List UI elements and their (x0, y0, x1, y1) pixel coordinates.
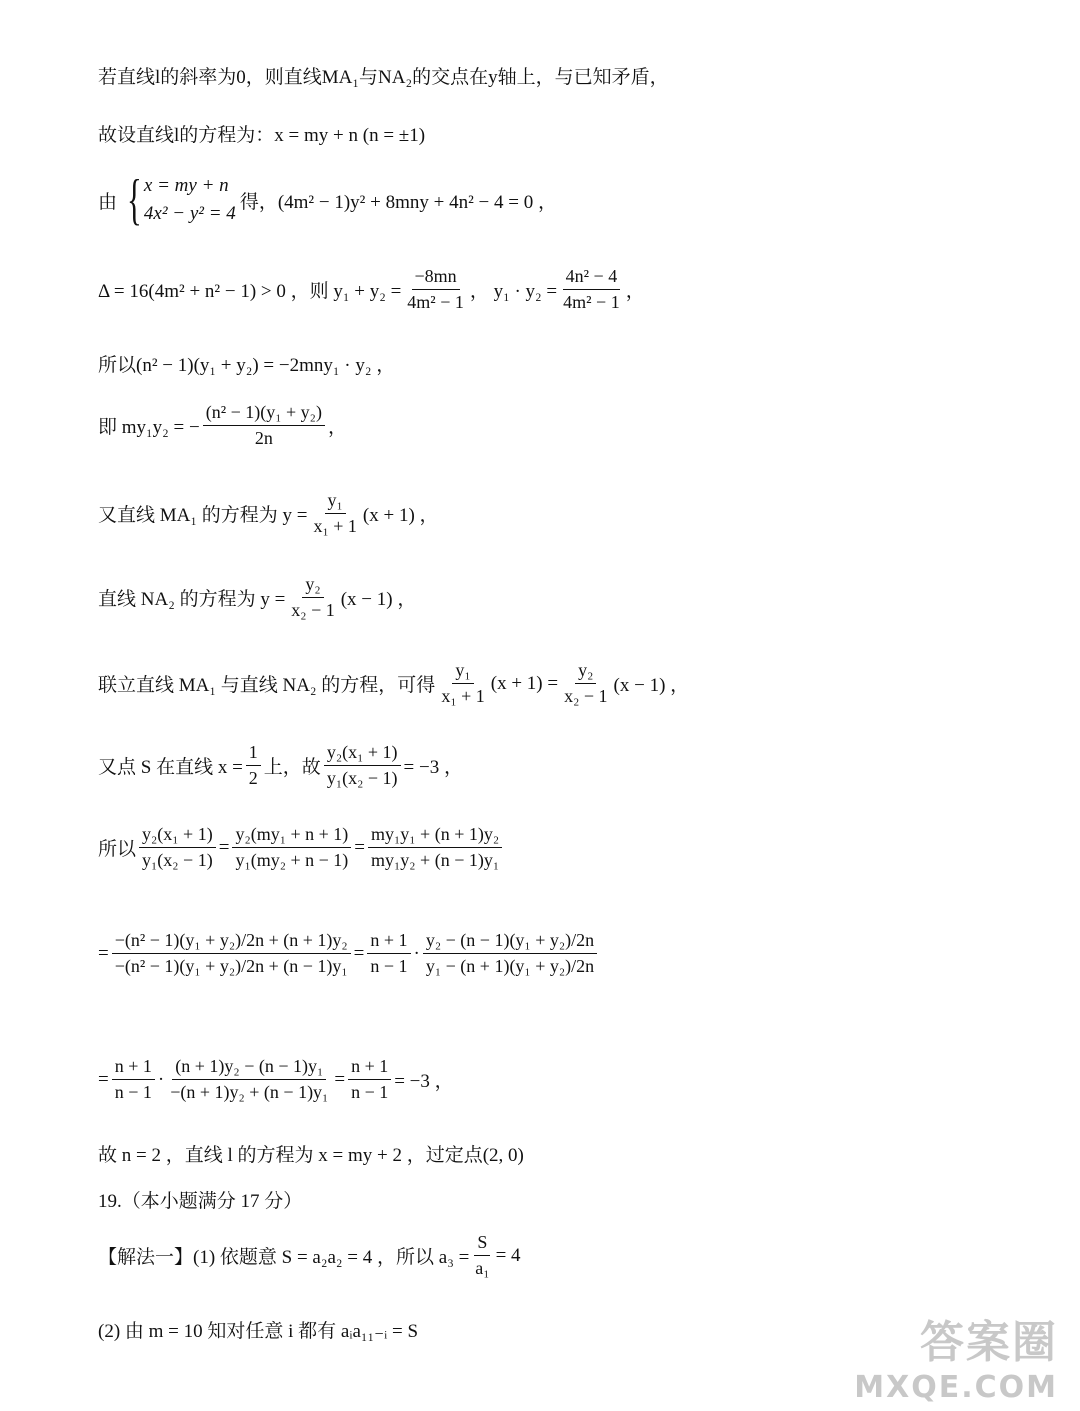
brace-group (121, 169, 236, 231)
line-text: 19.（本小题满分 17 分） (98, 1191, 303, 1212)
equation-row: x = my + n (143, 175, 229, 196)
equals-sign: = (98, 942, 109, 964)
fraction (167, 1056, 331, 1103)
line-text: 由 (98, 191, 118, 213)
line-text: ， y₁ · y₂ = (469, 281, 558, 302)
denominator: n − 1 (351, 1082, 389, 1102)
equals-sign: = (334, 1068, 346, 1090)
text-line (98, 490, 439, 537)
line-text: = −3 ， (403, 757, 463, 778)
line-text: ， (625, 281, 645, 302)
numerator: y₂ (302, 574, 323, 598)
fraction (438, 660, 487, 707)
text-line (98, 824, 505, 871)
numerator: (n + 1)y₂ − (n − 1)y₁ (172, 1056, 326, 1080)
numerator: −(n² − 1)(y₁ + y₂)/2n + (n + 1)y₂ (112, 930, 351, 954)
fraction (139, 824, 216, 871)
text-line (98, 266, 645, 313)
numerator: y₂ (575, 660, 596, 684)
fraction (404, 266, 467, 313)
line-text: 故 n = 2 ，直线 l 的方程为 x = my + 2 ，过定点(2, 0) (98, 1145, 524, 1166)
numerator: 1 (246, 742, 261, 766)
fraction (310, 490, 359, 537)
fraction (112, 930, 351, 977)
fraction (561, 660, 610, 707)
denominator: n − 1 (114, 1082, 152, 1102)
denominator: 4m² − 1 (407, 292, 464, 312)
fraction (368, 824, 502, 871)
line-text: 直线 NA₂ 的方程为 y = (98, 589, 286, 610)
line-text: ， (327, 417, 347, 438)
text-line (98, 1140, 524, 1167)
question-heading (98, 1186, 302, 1213)
numerator: y₂(my₁ + n + 1) (232, 824, 351, 848)
line-text: 即 my₁y₂ = − (98, 417, 200, 438)
dot-operator: · (413, 942, 420, 964)
line-text: 所以 (98, 839, 137, 860)
line-text: 所以(n² − 1)(y₁ + y₂) = −2mny₁ · y₂ ， (98, 355, 396, 376)
line-text: 得，(4m² − 1)y² + 8mny + 4n² − 4 = 0 ， (239, 191, 557, 213)
line-text: 故设直线l的方程为：x = my + n (n = ±1) (98, 125, 426, 146)
line-text: Δ = 16(4m² + n² − 1) > 0 ，则 y₁ + y₂ = (98, 281, 402, 302)
numerator: n + 1 (348, 1056, 391, 1080)
left-brace: { (127, 169, 142, 231)
line-text: (x − 1) ， (613, 675, 690, 696)
numerator: −8mn (412, 266, 460, 290)
denominator: a₁ (475, 1258, 490, 1278)
fraction (288, 574, 337, 621)
text-line (98, 1232, 521, 1279)
fraction (246, 742, 261, 789)
line-text: = −3 ， (394, 1071, 454, 1092)
line-text: 【解法一】(1) 依题意 S = a₂a₂ = 4 ，所以 a₃ = (98, 1247, 470, 1268)
fraction (112, 1056, 155, 1103)
numerator: (n² − 1)(y₁ + y₂) (203, 402, 325, 426)
text-line (98, 574, 416, 621)
numerator: my₁y₁ + (n + 1)y₂ (368, 824, 502, 848)
denominator: my₁y₂ + (n − 1)y₁ (371, 850, 500, 870)
dot-operator: · (157, 1068, 165, 1090)
line-text: 又直线 MA₁ 的方程为 y = (98, 505, 308, 526)
text-line (98, 350, 395, 377)
denominator: n − 1 (370, 956, 408, 976)
denominator: y₁(my₂ + n − 1) (235, 850, 349, 870)
denominator: 4m² − 1 (563, 292, 620, 312)
denominator: −(n² − 1)(y₁ + y₂)/2n + (n − 1)y₁ (114, 956, 348, 976)
denominator: x₂ − 1 (291, 600, 335, 620)
fraction (560, 266, 623, 313)
fraction (367, 930, 410, 977)
watermark (854, 1306, 1058, 1405)
numerator: S (474, 1232, 490, 1256)
denominator: y₁(x₂ − 1) (142, 850, 213, 870)
numerator: y₂(x₁ + 1) (324, 742, 401, 766)
fraction (348, 1056, 391, 1103)
numerator: y₂(x₁ + 1) (139, 824, 216, 848)
line-text: (x + 1) = (490, 672, 559, 694)
numerator: 4n² − 4 (563, 266, 621, 290)
watermark-logo-text: 答案圈 (920, 1317, 1058, 1368)
denominator: −(n + 1)y₂ + (n − 1)y₁ (170, 1082, 329, 1102)
denominator: x₂ − 1 (564, 686, 608, 706)
numerator: n + 1 (367, 930, 410, 954)
equation-row: 4x² − y² = 4 (143, 203, 236, 224)
numerator: y₁ (452, 660, 473, 684)
denominator: x₁ + 1 (313, 516, 357, 536)
text-line (98, 930, 600, 977)
fraction (423, 930, 597, 977)
text-line (98, 62, 669, 89)
text-line (98, 402, 347, 449)
numerator: n + 1 (112, 1056, 155, 1080)
numerator: y₁ (325, 490, 346, 514)
text-line (98, 1316, 418, 1343)
line-text: (x − 1) ， (340, 589, 417, 610)
fraction (324, 742, 401, 789)
fraction (472, 1232, 492, 1279)
text-line (98, 1056, 454, 1103)
text-line (98, 660, 689, 707)
numerator: y₂ − (n − 1)(y₁ + y₂)/2n (423, 930, 597, 954)
fraction (203, 402, 325, 449)
equals-sign: = (98, 1068, 109, 1090)
line-text: (x + 1) ， (362, 505, 439, 526)
equals-sign: = (353, 942, 365, 964)
fraction (232, 824, 351, 871)
denominator: 2 (248, 768, 258, 788)
system-of-equations (98, 169, 557, 231)
watermark-url: MXQE.COM (854, 1370, 1058, 1405)
line-text: 若直线l的斜率为0，则直线MA₁与NA₂的交点在y轴上，与已知矛盾， (98, 67, 669, 88)
text-line (98, 742, 463, 789)
denominator: y₁(x₂ − 1) (326, 768, 398, 788)
denominator: 2n (254, 428, 273, 448)
line-text: 又点 S 在直线 x = (98, 757, 243, 778)
line-text: 上，故 (263, 757, 321, 778)
line-text: = 4 (495, 1244, 521, 1266)
line-text: 联立直线 MA₁ 与直线 NA₂ 的方程，可得 (98, 675, 436, 696)
equals-sign: = (218, 836, 230, 858)
equals-sign: = (354, 836, 365, 858)
line-text: (2) 由 m = 10 知对任意 i 都有 aᵢa₁₁₋ᵢ = S (98, 1321, 419, 1342)
text-line (98, 120, 425, 147)
denominator: x₁ + 1 (441, 686, 485, 706)
denominator: y₁ − (n + 1)(y₁ + y₂)/2n (425, 956, 595, 976)
